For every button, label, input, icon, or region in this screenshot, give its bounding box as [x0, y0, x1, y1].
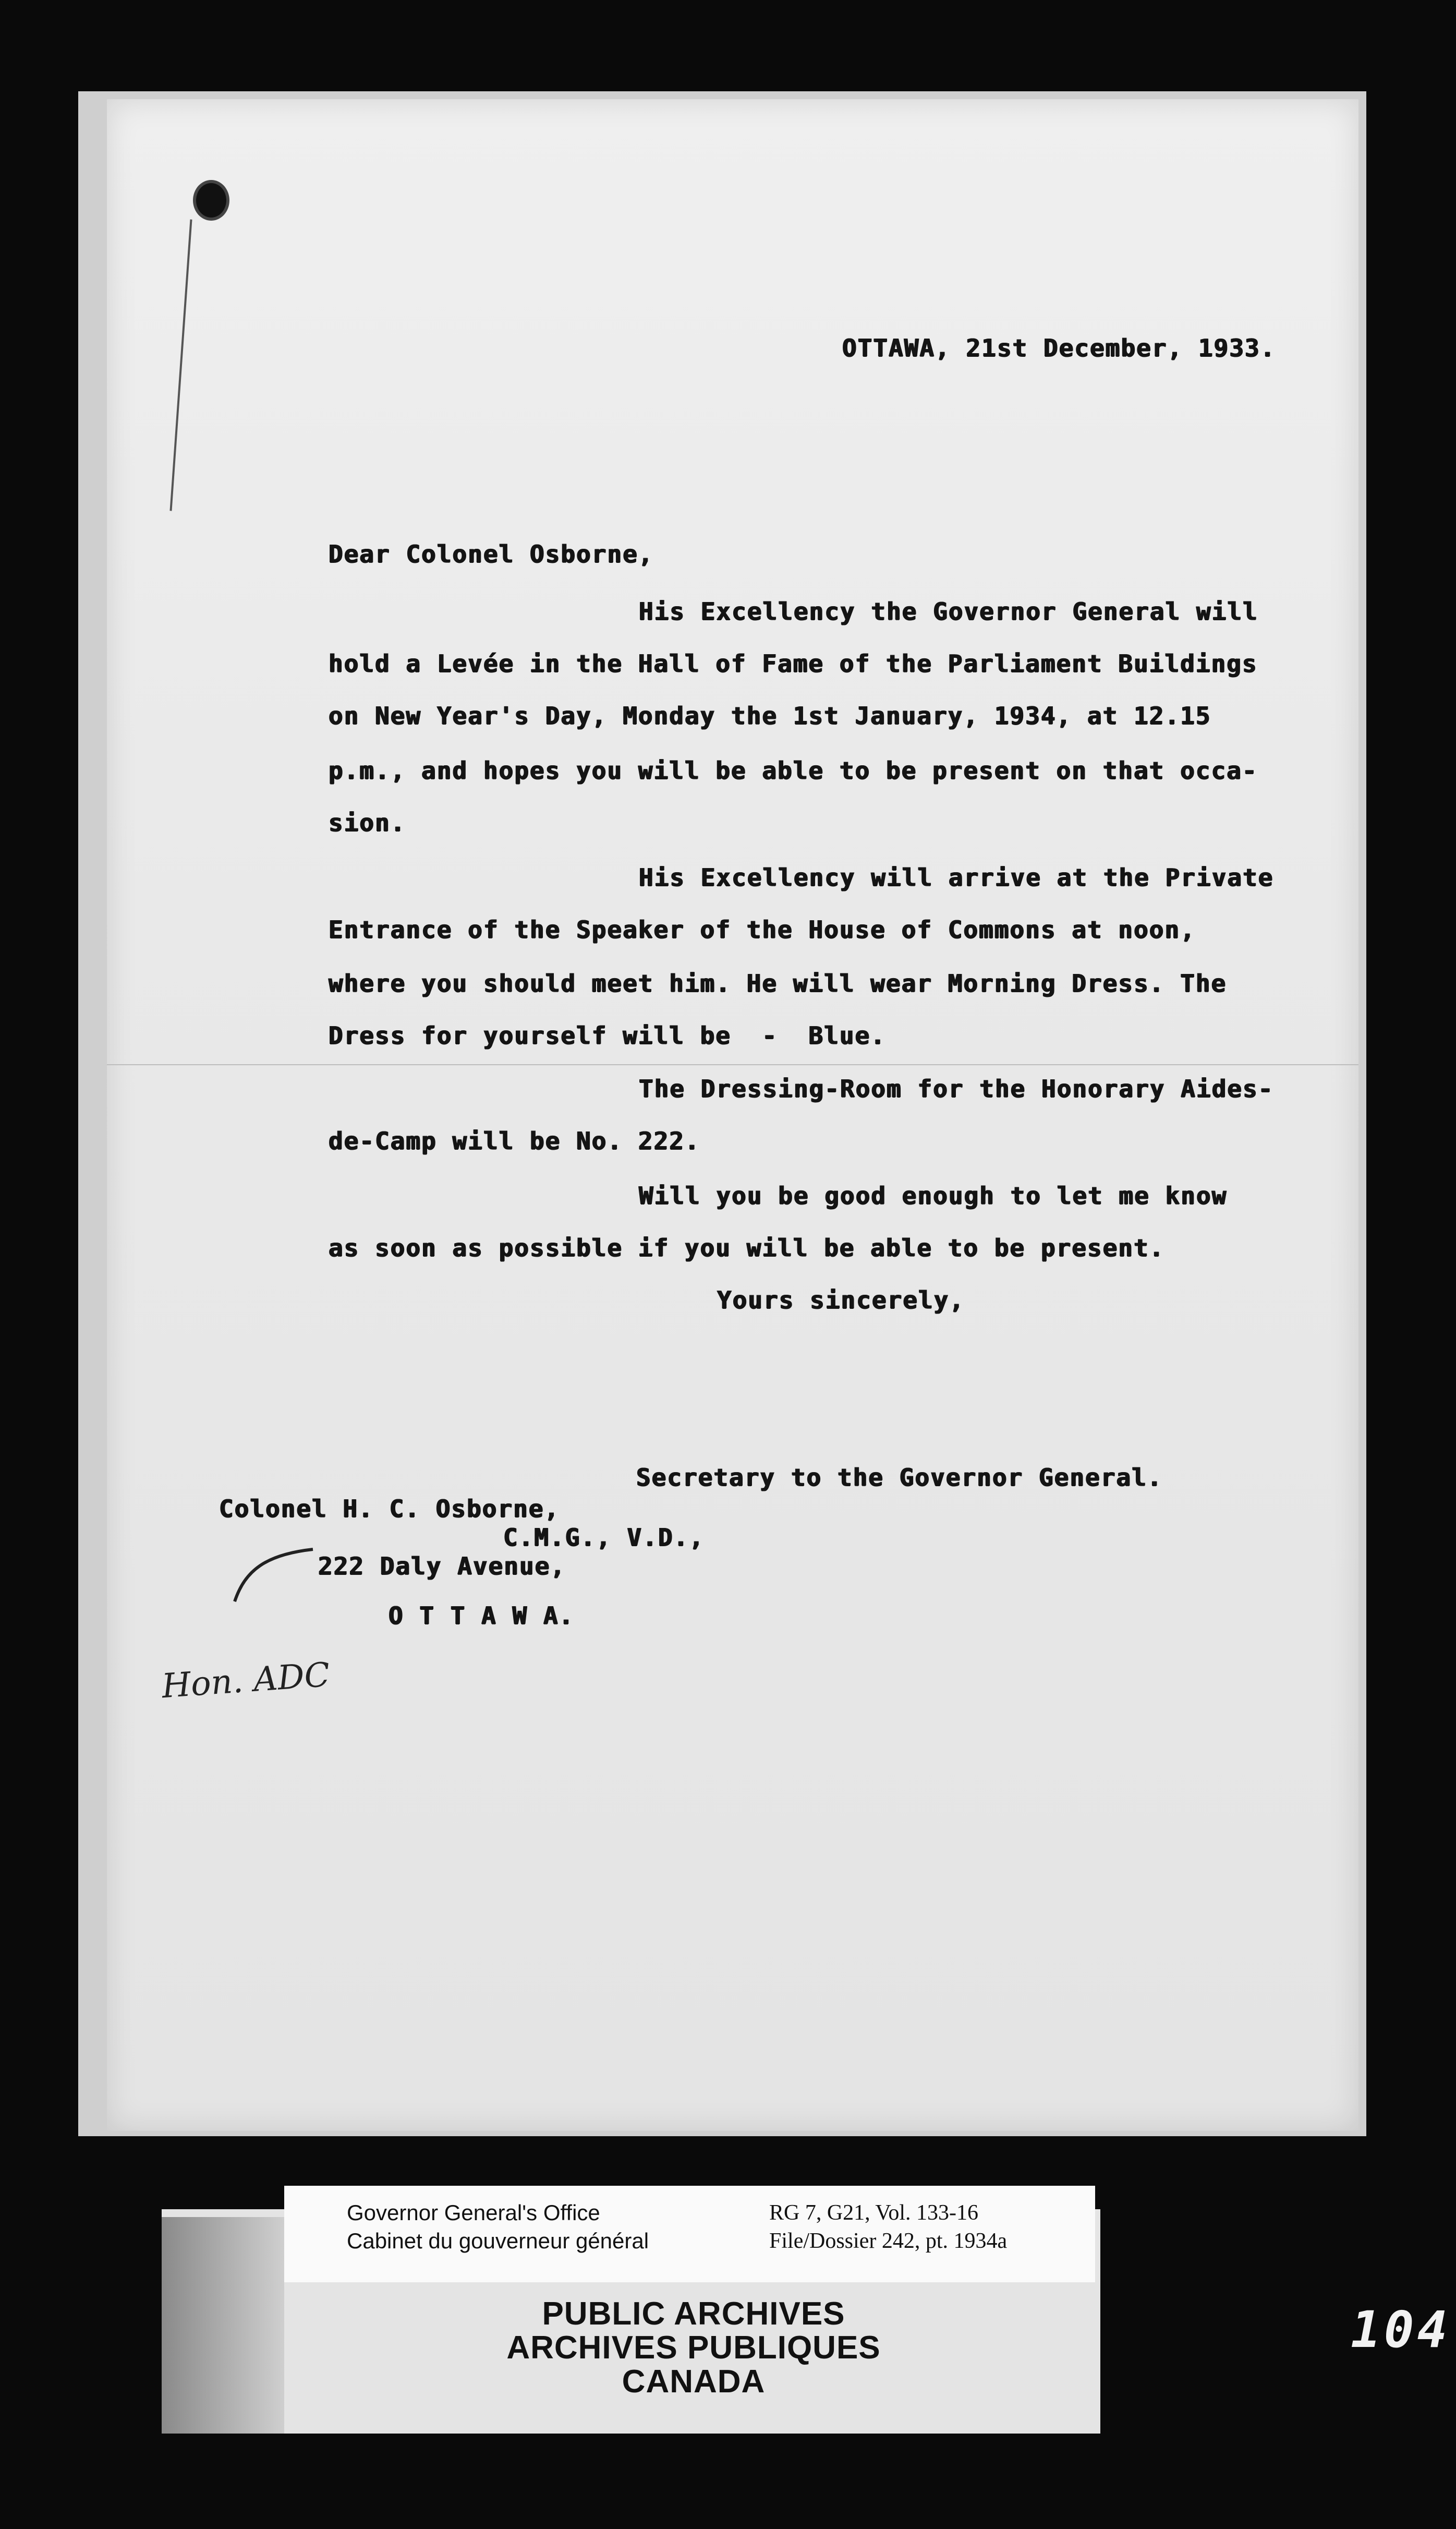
frame-number: 104	[1351, 2301, 1451, 2359]
handwritten-note: Hon. ADC	[160, 1655, 331, 1706]
handwritten-stroke	[224, 1539, 329, 1607]
body-line: Dress for yourself will be - Blue.	[329, 1021, 886, 1050]
office-french: Cabinet du gouverneur général	[347, 2229, 649, 2253]
body-line: The Dressing-Room for the Honorary Aides-	[639, 1075, 1274, 1103]
body-line: on New Year's Day, Monday the 1st January, 1934, at 12.15	[329, 702, 1211, 730]
stamp-canada: CANADA	[622, 2364, 766, 2400]
body-line: Entrance of the Speaker of the House of Commons at noon,	[329, 916, 1196, 944]
signature-title: Secretary to the Governor General.	[636, 1463, 1163, 1491]
addressee-street: 222 Daly Avenue,	[318, 1552, 566, 1580]
body-line: Will you be good enough to let me know	[639, 1182, 1228, 1210]
addressee-honours: C.M.G., V.D.,	[503, 1523, 705, 1551]
body-line: where you should meet him. He will wear Morning Dress. The	[329, 969, 1227, 997]
body-line: de-Camp will be No. 222.	[329, 1127, 700, 1155]
salutation: Dear Colonel Osborne,	[329, 540, 654, 568]
stamp-archives-publiques: ARCHIVES PUBLIQUES	[506, 2330, 881, 2366]
body-line: sion.	[329, 809, 406, 837]
body-line: p.m., and hopes you will be able to be present on that occa-	[329, 756, 1258, 785]
addressee-city: O T T A W A.	[389, 1601, 575, 1630]
body-line: His Excellency will arrive at the Private	[639, 863, 1274, 892]
label-shadow	[162, 2217, 284, 2434]
dateline: OTTAWA, 21st December, 1933.	[842, 334, 1276, 362]
addressee-name: Colonel H. C. Osborne,	[219, 1495, 560, 1523]
punch-hole	[193, 180, 229, 221]
stamp-public-archives: PUBLIC ARCHIVES	[542, 2296, 845, 2332]
fold-line	[107, 1064, 1358, 1065]
letter-page	[107, 99, 1358, 2131]
body-line: hold a Levée in the Hall of Fame of the Parliament Buildings	[329, 649, 1258, 678]
body-line: His Excellency the Governor General will	[639, 597, 1258, 625]
body-line: as soon as possible if you will be able to be present.	[329, 1234, 1165, 1262]
office-english: Governor General's Office	[347, 2200, 600, 2225]
closing: Yours sincerely,	[717, 1286, 965, 1314]
reference-file: File/Dossier 242, pt. 1934a	[769, 2229, 1008, 2253]
reference-record-group: RG 7, G21, Vol. 133-16	[769, 2201, 978, 2225]
